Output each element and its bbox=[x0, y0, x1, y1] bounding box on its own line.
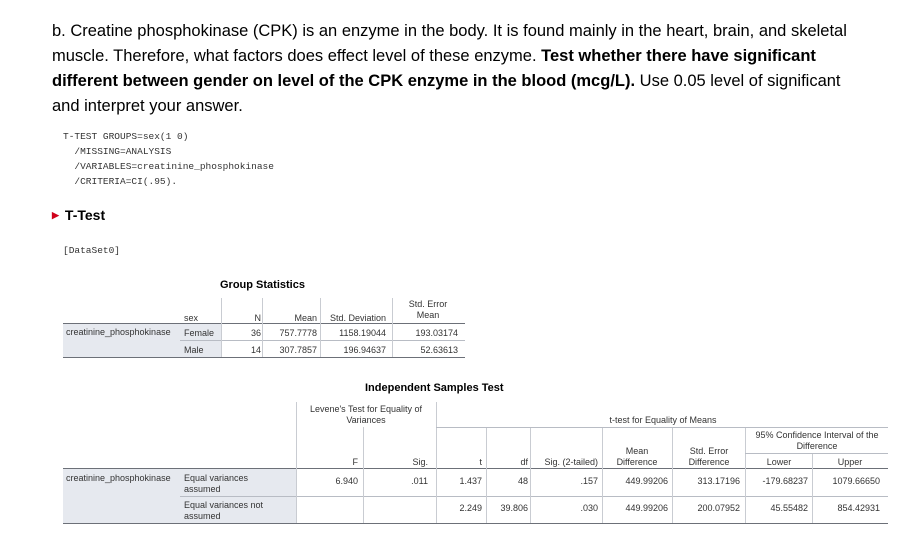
it-col-divider bbox=[745, 427, 746, 523]
it-header-lower: Lower bbox=[766, 457, 792, 467]
gs-header-se: Std. Error Mean bbox=[408, 299, 448, 320]
it-header-md: Mean Difference bbox=[616, 446, 658, 467]
gs-row-sex: Male bbox=[184, 345, 204, 355]
gs-header-mean: Mean bbox=[294, 313, 317, 323]
question-bold: Test whether there have significant different between gender on level of the CPK enzyme in the blood (mcg/L). bbox=[52, 47, 816, 90]
group-stats-title: Group Statistics bbox=[220, 279, 305, 291]
question-text bbox=[52, 19, 872, 119]
it-header-upper: Upper bbox=[837, 457, 863, 467]
it-row-divider bbox=[180, 496, 888, 497]
it-row-t: 1.437 bbox=[459, 476, 482, 486]
gs-col-divider bbox=[320, 298, 321, 357]
gs-row-divider bbox=[180, 340, 465, 341]
gs-col-divider bbox=[221, 298, 222, 357]
gs-header-n: N bbox=[254, 313, 261, 323]
gs-row-n: 36 bbox=[250, 328, 261, 338]
it-row-sig: .011 bbox=[411, 476, 428, 486]
it-row-md: 449.99206 bbox=[625, 476, 668, 486]
levene-header: Levene's Test for Equality of Variances bbox=[309, 404, 423, 425]
syntax-line: /CRITERIA=CI(.95). bbox=[63, 176, 178, 187]
gs-row-n: 14 bbox=[250, 345, 261, 355]
it-row-label: Equal variances assumed bbox=[184, 473, 249, 494]
it-ci-rule bbox=[745, 453, 888, 454]
gs-variable: creatinine_phosphokinase bbox=[66, 327, 171, 337]
question-part2: Use 0.05 level of significant and interpret your answer. bbox=[52, 72, 841, 115]
it-col-divider bbox=[672, 427, 673, 523]
question-part1: b. Creatine phosphokinase (CPK) is an enzyme in the body. It is found mainly in the heart, brain, and skeletal muscle. Therefore, what factors does effect level of these enzyme. bbox=[52, 22, 847, 65]
syntax-line: /MISSING=ANALYSIS bbox=[63, 146, 172, 157]
expand-arrow-icon[interactable]: ▶ bbox=[52, 210, 59, 220]
ind-test-title: Independent Samples Test bbox=[365, 382, 504, 394]
it-row-label: Equal variances not assumed bbox=[184, 500, 264, 521]
ci-header: 95% Confidence Interval of the Difference bbox=[755, 430, 879, 451]
it-row-md: 449.99206 bbox=[625, 503, 668, 513]
gs-row-se: 52.63613 bbox=[420, 345, 458, 355]
ttest-heading-label: T-Test bbox=[64, 207, 106, 223]
it-row-lower: 45.55482 bbox=[770, 503, 808, 513]
it-row-sed: 313.17196 bbox=[697, 476, 740, 486]
gs-bottom-rule bbox=[63, 357, 465, 358]
it-header-t: t bbox=[479, 457, 482, 467]
it-row-sig2: .157 bbox=[580, 476, 598, 486]
it-header-sed: Std. Error Difference bbox=[688, 446, 730, 467]
it-col-divider bbox=[436, 402, 437, 523]
gs-col-divider bbox=[262, 298, 263, 357]
gs-row-sd: 196.94637 bbox=[343, 345, 386, 355]
it-row-sig2: .030 bbox=[580, 503, 598, 513]
gs-row-mean: 757.7778 bbox=[279, 328, 317, 338]
gs-header-sex: sex bbox=[184, 313, 199, 323]
it-col-divider bbox=[296, 402, 297, 523]
syntax-line: T-TEST GROUPS=sex(1 0) bbox=[63, 131, 189, 142]
gs-row-sd: 1158.19044 bbox=[339, 328, 386, 338]
it-col-divider bbox=[363, 427, 364, 523]
it-row-f: 6.940 bbox=[335, 476, 358, 486]
it-subheader-rule bbox=[436, 427, 888, 428]
it-row-lower: -179.68237 bbox=[762, 476, 808, 486]
it-row-upper: 854.42931 bbox=[837, 503, 880, 513]
it-col-divider bbox=[602, 427, 603, 523]
dataset-label: [DataSet0] bbox=[63, 245, 121, 256]
it-header-df: df bbox=[520, 457, 528, 467]
it-col-divider bbox=[530, 427, 531, 523]
it-header-f: F bbox=[352, 457, 358, 467]
it-row-df: 48 bbox=[517, 476, 528, 486]
ttest-heading[interactable] bbox=[52, 207, 105, 223]
ttest-means-header: t-test for Equality of Means bbox=[609, 415, 717, 425]
gs-col-divider bbox=[392, 298, 393, 357]
it-col-divider bbox=[486, 427, 487, 523]
it-row-sed: 200.07952 bbox=[697, 503, 740, 513]
syntax-line: /VARIABLES=creatinine_phosphokinase bbox=[63, 161, 274, 172]
it-row-upper: 1079.66650 bbox=[832, 476, 880, 486]
gs-row-mean: 307.7857 bbox=[279, 345, 317, 355]
gs-row-sex: Female bbox=[184, 328, 215, 338]
gs-row-se: 193.03174 bbox=[415, 328, 458, 338]
it-row-t: 2.249 bbox=[459, 503, 482, 513]
it-header-sig2: Sig. (2-tailed) bbox=[544, 457, 598, 467]
it-variable: creatinine_phosphokinase bbox=[66, 473, 171, 483]
gs-header-sd: Std. Deviation bbox=[329, 313, 386, 323]
it-row-df: 39.806 bbox=[500, 503, 528, 513]
it-col-divider bbox=[812, 453, 813, 523]
it-bottom-rule bbox=[63, 523, 888, 524]
spss-syntax bbox=[63, 129, 274, 189]
it-header-sig: Sig. bbox=[412, 457, 428, 467]
